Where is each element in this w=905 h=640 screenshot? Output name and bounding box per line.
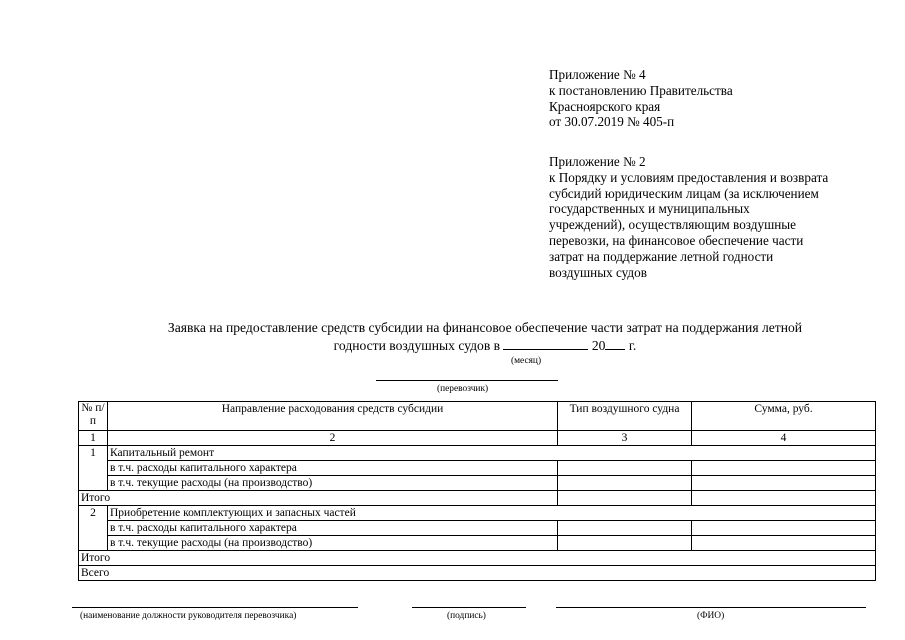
signature-caption: (подпись)	[447, 611, 486, 621]
header-line: Приложение № 4	[549, 67, 646, 82]
header-line: воздушных судов	[549, 264, 647, 280]
name-blank-line[interactable]	[556, 607, 866, 608]
row-title: Приобретение комплектующих и запасных частей	[108, 506, 876, 521]
name-caption: (ФИО)	[697, 611, 725, 621]
row-label: в т.ч. расходы капитального характера	[108, 461, 558, 476]
header-line: к постановлению Правительства	[549, 82, 733, 98]
table-row	[79, 551, 876, 566]
col-header-direction: Направление расходования средств субсидии	[108, 402, 558, 431]
aircraft-type-cell[interactable]	[558, 491, 692, 506]
aircraft-type-cell[interactable]	[558, 536, 692, 551]
subsidy-table	[78, 401, 876, 581]
header-line: перевозки, на финансовое обеспечение части	[549, 232, 804, 248]
col-header-number: № п/п	[79, 402, 108, 431]
col-number: 3	[558, 431, 692, 446]
col-number: 2	[108, 431, 558, 446]
appendix-2-header	[549, 154, 828, 280]
header-line: от 30.07.2019 № 405-п	[549, 114, 675, 130]
month-caption: (месяц)	[511, 356, 542, 366]
amount-cell[interactable]	[692, 476, 876, 491]
aircraft-type-cell[interactable]	[558, 521, 692, 536]
month-blank[interactable]	[503, 337, 588, 350]
position-caption: (наименование должности руководителя перевозчика)	[80, 611, 297, 621]
row-label: в т.ч. расходы капитального характера	[108, 521, 558, 536]
aircraft-type-cell[interactable]	[558, 476, 692, 491]
signature-blank-line[interactable]	[412, 607, 526, 608]
total-label: Итого	[79, 491, 558, 506]
col-header-amount: Сумма, руб.	[692, 402, 876, 431]
table-row	[79, 476, 876, 491]
row-label: в т.ч. текущие расходы (на производство)	[108, 476, 558, 491]
table-row	[79, 461, 876, 476]
header-line: Красноярского края	[549, 98, 661, 114]
table-row	[79, 521, 876, 536]
total-label: Итого	[79, 551, 876, 566]
amount-cell[interactable]	[692, 461, 876, 476]
header-line: субсидий юридическим лицам (за исключением	[549, 185, 819, 201]
column-number-row	[79, 431, 876, 446]
col-header-aircraft-type: Тип воздушного судна	[558, 402, 692, 431]
row-number: 1	[79, 446, 108, 491]
carrier-blank-line[interactable]	[376, 380, 558, 381]
table-row	[79, 566, 876, 581]
aircraft-type-cell[interactable]	[558, 461, 692, 476]
header-line: к Порядку и условиям предоставления и возврата	[549, 169, 829, 185]
table-header-row	[79, 402, 876, 431]
header-line: государственных и муниципальных	[549, 201, 750, 217]
year-suffix: г.	[628, 337, 637, 353]
col-number: 1	[79, 431, 108, 446]
carrier-caption: (перевозчик)	[437, 384, 489, 394]
table-row	[79, 536, 876, 551]
table-row	[79, 446, 876, 461]
amount-cell[interactable]	[692, 491, 876, 506]
title-line-1: Заявка на предоставление средств субсидии на финансовое обеспечение части затрат на поддержания летной	[167, 320, 803, 335]
position-blank-line[interactable]	[72, 607, 358, 608]
row-label: в т.ч. текущие расходы (на производство)	[108, 536, 558, 551]
row-number: 2	[79, 506, 108, 551]
table-row	[79, 506, 876, 521]
grand-total-label: Всего	[79, 566, 876, 581]
row-title: Капитальный ремонт	[108, 446, 876, 461]
title-line-2-text: годности воздушных судов в	[333, 337, 501, 353]
header-line: затрат на поддержание летной годности	[549, 248, 774, 264]
document-title	[80, 320, 890, 354]
year-prefix: 20	[591, 337, 606, 353]
col-number: 4	[692, 431, 876, 446]
title-line-2	[80, 337, 890, 355]
table-row	[79, 491, 876, 506]
header-line: Приложение № 2	[549, 154, 646, 169]
amount-cell[interactable]	[692, 536, 876, 551]
amount-cell[interactable]	[692, 521, 876, 536]
year-blank[interactable]	[605, 337, 625, 350]
appendix-4-header	[549, 67, 733, 130]
header-line: учреждений), осуществляющим воздушные	[549, 217, 796, 233]
